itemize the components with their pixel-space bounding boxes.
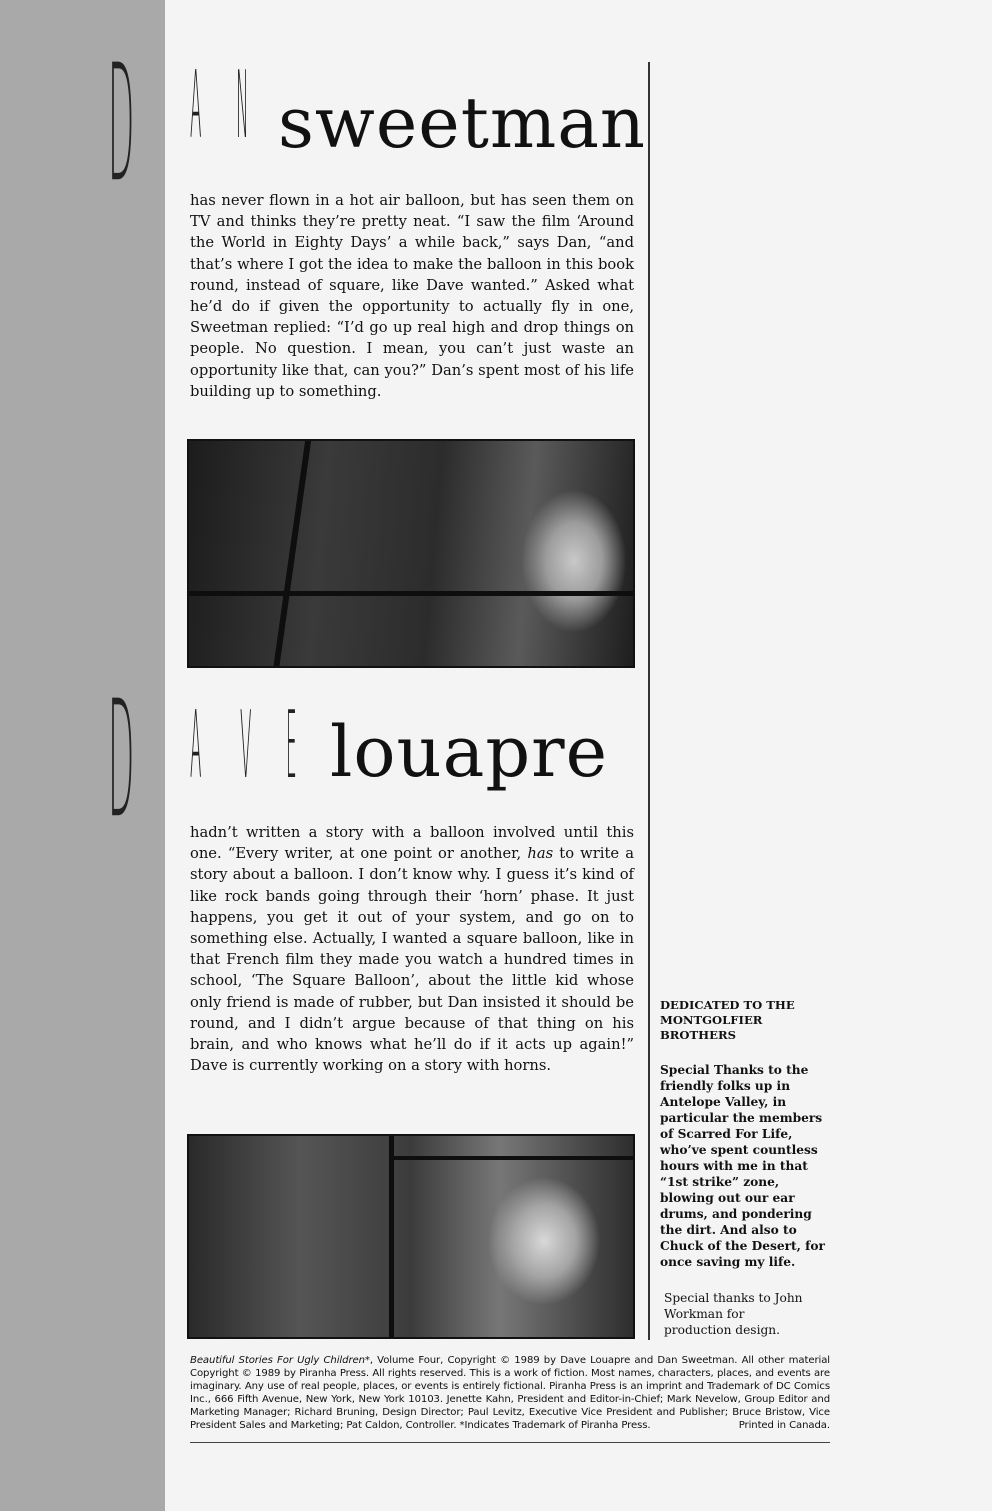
bio-dave-emphasis: has [527, 845, 554, 863]
credits-bottom-rule [190, 1442, 830, 1443]
header-initial-d-dan: D [108, 28, 135, 219]
production-thanks-note: Special thanks to John Workman for production design. [664, 1291, 803, 1337]
photo-dave-louapre [187, 1134, 635, 1339]
header-initial-v-dave: V [240, 691, 252, 799]
bio-dan-sweetman [190, 190, 634, 402]
gray-sidebar-strip [0, 0, 165, 1511]
bio-dave-part2: to write a story about a balloon. I don’t know why. I guess it’s kind of like rock bands going through their ‘horn’ phase. It just happens, you get it out of your system, and go on to something else. Actually, I wanted a square balloon, like in that French film they made you watch a hundred times in school, ‘The Square Balloon’, about the little kid whose only friend is made of rubber, but Dan insisted it should be round, and I didn’t argue because of that thing on his brain, and who knows what he’ll do if it acts up again!” Dave is currently working on a story with horns. [190, 845, 634, 1075]
printed-in-canada: Printed in Canada. [738, 1420, 830, 1432]
header-initial-a-dave: A [190, 691, 202, 799]
header-initial-a-dan: A [190, 51, 202, 160]
surname-sweetman: sweetman [278, 82, 647, 164]
window-frame-bar [389, 1136, 394, 1339]
window-frame-bar [273, 441, 311, 668]
copyright-credits [190, 1354, 830, 1433]
vertical-divider-rule [648, 62, 650, 1340]
header-initial-n-dan: N [236, 51, 249, 160]
surname-louapre: louapre [330, 711, 609, 793]
bio-dave-text [190, 822, 634, 1076]
header-initial-d-dave: D [108, 664, 135, 855]
bio-dave-louapre [190, 822, 634, 1076]
special-thanks-note: Special Thanks to the friendly folks up in Antelope Valley, in particular the members of Scarred For Life, who’ve spent countless hours with me in that “1st strike” zone, blowing out our ear drums, and pondering the dirt. And also to Chuck of the Desert, for once saving my life. [660, 1063, 825, 1269]
bio-dave-part1: hadn’t written a story with a balloon involved until this one. “Every writer, at one point or another, [190, 824, 634, 863]
window-frame-bar [189, 591, 635, 596]
bio-dan-text: has never flown in a hot air balloon, but has seen them on TV and thinks they’re pretty neat. “I saw the film ‘Around the World in Eighty Days’ a while back,” says Dan, “and that’s where I got the idea to make the balloon in this book round, instead of square, like Dave wanted.” Asked what he’d do if given the opportunity to actually fly in one, Sweetman replied: “I’d go up real high and drop things on people. No question. I mean, you can’t just waste an opportunity like that, can you?” Dan’s spent most of his life building up to something. [190, 192, 634, 400]
window-frame-bar [389, 1156, 635, 1160]
header-initial-e-dave: E [286, 691, 297, 799]
credits-book-title: Beautiful Stories For Ugly Children [190, 1355, 365, 1366]
photo-dan-sweetman [187, 439, 635, 668]
dedication-note: DEDICATED TO THE MONTGOLFIER BROTHERS [660, 998, 795, 1042]
credits-body: *, Volume Four, Copyright © 1989 by Dave Louapre and Dan Sweetman. All other material Copyright © 1989 by Piranha Press. All rights reserved. This is a work of fiction. Most names, characters, places, and events are imaginary. Any use of real people, places, or events is entirely fictional. Piranha Press is an imprint and Trademark of DC Comics Inc., 666 Fifth Avenue, New York, New York 10103. Jenette Kahn, President and Editor-in-Chief; Mark Nevelow, Group Editor and Marketing Manager; Richard Bruning, Design Director; Paul Levitz, Executive Vice President and Publisher; Bruce Bristow, Vice President Sales and Marketing; Pat Caldon, Controller. *Indicates Trademark of Piranha Press. [190, 1355, 830, 1432]
